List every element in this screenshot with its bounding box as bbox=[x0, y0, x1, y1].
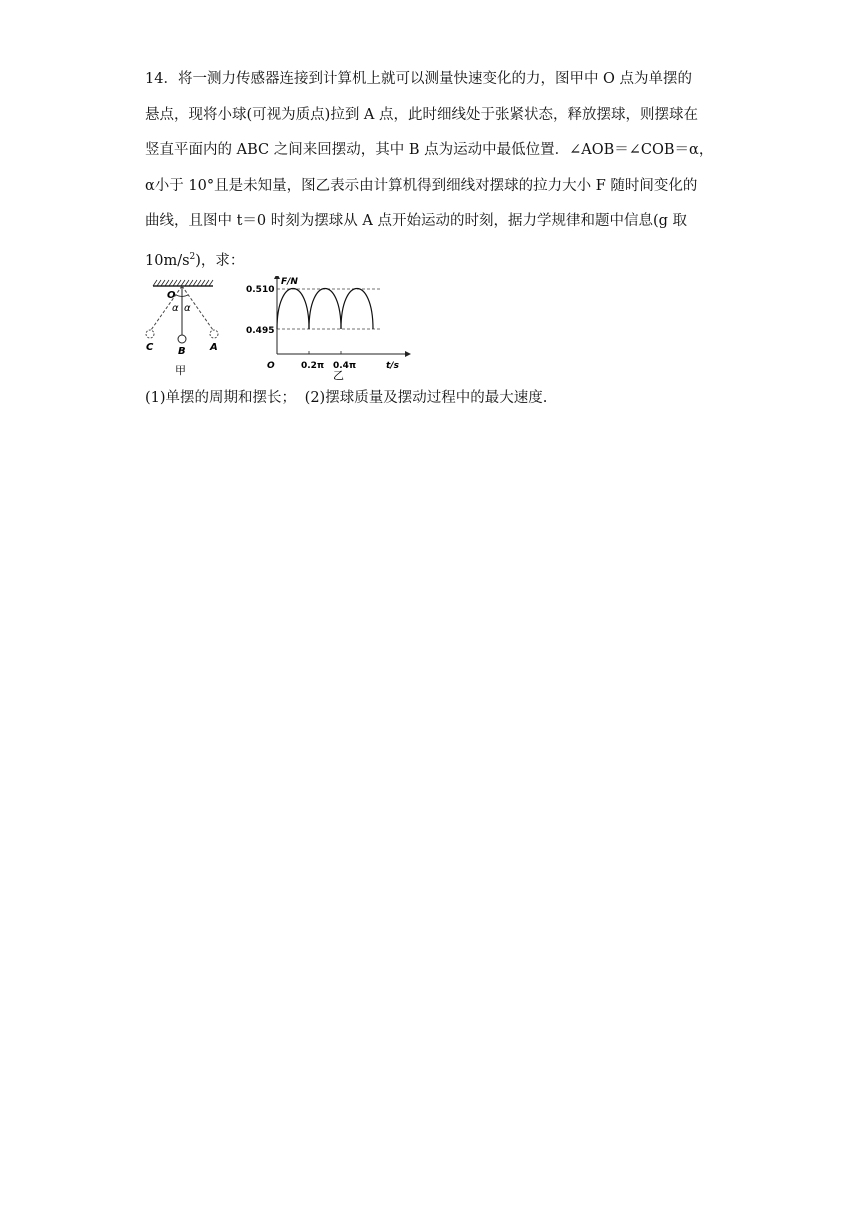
y-tick-label-max: 0.510 bbox=[246, 285, 275, 295]
ceiling bbox=[153, 280, 213, 286]
label-alpha-left: α bbox=[172, 303, 179, 314]
x-tick-label-2: 0.4π bbox=[333, 361, 357, 371]
label-c: C bbox=[146, 342, 154, 353]
problem-text bbox=[145, 62, 725, 275]
curve-arch bbox=[309, 289, 341, 330]
superscript: 2 bbox=[189, 251, 196, 262]
question-1: (1)单摆的周期和摆长； bbox=[145, 390, 297, 406]
x-axis-label: t/s bbox=[386, 361, 399, 371]
problem-line-last-post: )，求： bbox=[195, 252, 245, 269]
label-o: O bbox=[167, 290, 176, 301]
questions bbox=[145, 386, 547, 407]
y-axis-label: F/N bbox=[281, 277, 298, 287]
y-tick-label-min: 0.495 bbox=[246, 326, 275, 336]
problem-line-last-pre: 10m/s bbox=[145, 252, 190, 269]
curve-arch bbox=[277, 289, 309, 330]
force-time-chart bbox=[243, 276, 413, 382]
ball-c bbox=[146, 330, 154, 338]
caption-jia: 甲 bbox=[175, 364, 186, 376]
problem-line: 14．将一测力传感器连接到计算机上就可以测量快速变化的力，图甲中 O 点为单摆的 bbox=[145, 71, 693, 87]
problem-line-last bbox=[145, 240, 725, 276]
pendulum-figure bbox=[145, 276, 235, 376]
question-2: (2)摆球质量及摆动过程中的最大速度. bbox=[304, 390, 548, 406]
label-a: A bbox=[210, 342, 218, 353]
caption-yi: 乙 bbox=[333, 369, 344, 382]
origin-label: O bbox=[267, 361, 275, 371]
ball-a bbox=[210, 330, 218, 338]
curve-arch bbox=[341, 289, 373, 330]
ball-b bbox=[178, 335, 186, 343]
problem-line: 曲线，且图中 t＝0 时刻为摆球从 A 点开始运动的时刻，据力学规律和题中信息(g 取 bbox=[145, 213, 688, 229]
problem-line: α小于 10°且是未知量，图乙表示由计算机得到细线对摆球的拉力大小 F 随时间变化的 bbox=[145, 177, 698, 194]
problem-line: 竖直平面内的 ABC 之间来回摆动，其中 B 点为运动中最低位置．∠AOB＝∠COB＝α， bbox=[145, 142, 714, 158]
label-b: B bbox=[178, 346, 186, 357]
x-tick-label-1: 0.2π bbox=[301, 361, 325, 371]
problem-line: 悬点，现将小球(可视为质点)拉到 A 点，此时细线处于张紧状态，释放摆球，则摆球在 bbox=[145, 106, 699, 123]
figures bbox=[145, 276, 415, 382]
label-alpha-right: α bbox=[184, 303, 191, 314]
